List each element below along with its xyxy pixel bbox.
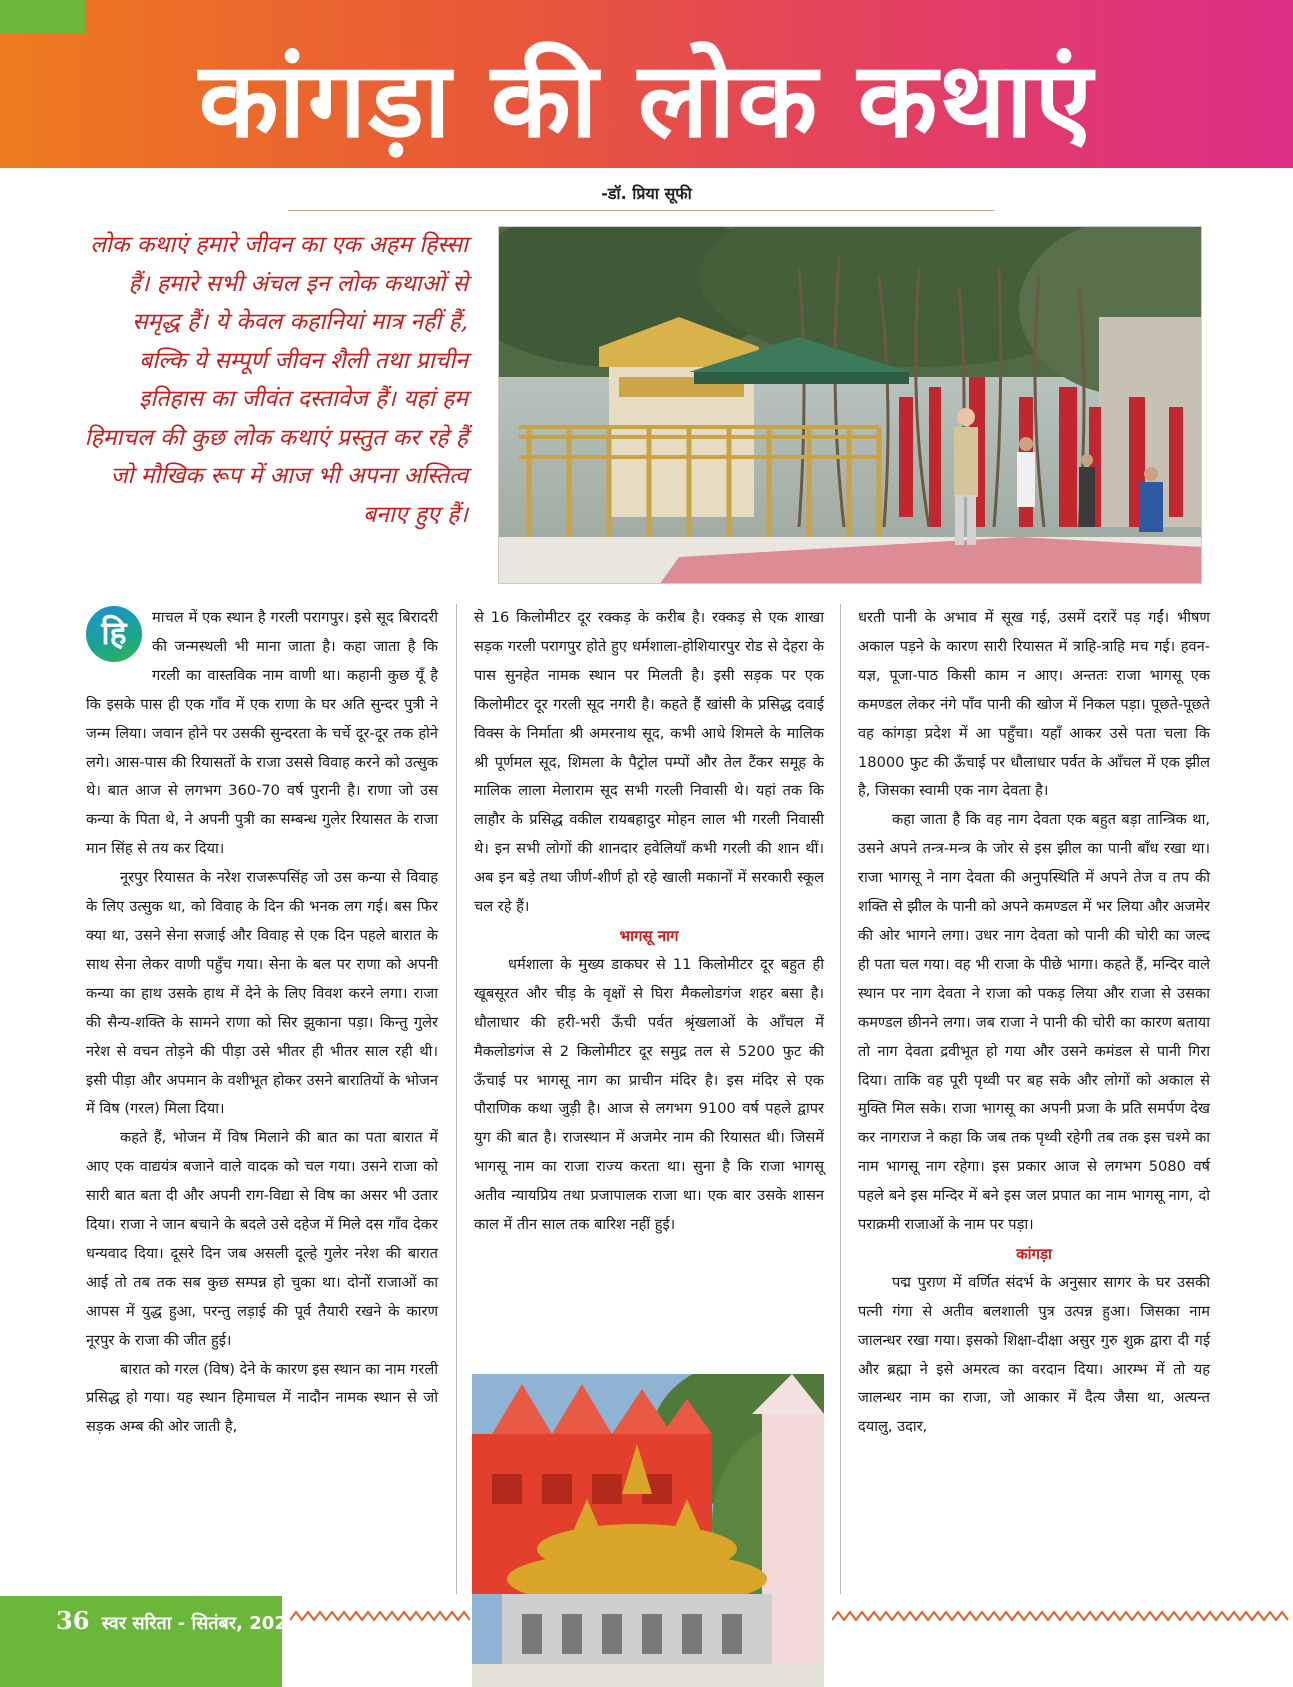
article-column-1 bbox=[86, 604, 438, 1442]
corner-tab bbox=[0, 0, 86, 34]
page-title: कांगड़ा की लोक कथाएं bbox=[198, 39, 1095, 161]
decorative-border bbox=[290, 1608, 470, 1624]
temple-photo bbox=[498, 226, 1202, 584]
article-column-2 bbox=[474, 604, 824, 1240]
footer-text bbox=[56, 1606, 299, 1635]
drop-cap: हि bbox=[86, 606, 142, 662]
temple-photo-illustration bbox=[499, 227, 1202, 584]
column-divider bbox=[456, 604, 457, 1594]
section-heading: कांगड़ा bbox=[1016, 1244, 1052, 1263]
paragraph: पद्म पुराण में वर्णित संदर्भ के अनुसार सागर के घर उसकी पत्नी गंगा से अतीव बलशाली पुत्र उत्पन्न हुआ। जिसका नाम जालन्धर रखा गया। इसको शिक्षा-दीक्षा असुर गुरु शुक्र द्वारा दी गई और ब्रह्मा ने इसे अमरत्व का वरदान दिया। आरम्भ में तो यह जालन्धर नाम का राजा, जो आकार में दैत्य जैसा था, अत्यन्त दयालु, उदार, bbox=[858, 1273, 1210, 1436]
page-footer bbox=[0, 1596, 1293, 1687]
title-banner bbox=[0, 0, 1293, 168]
article-column-3 bbox=[858, 604, 1210, 1442]
decorative-border bbox=[832, 1608, 1292, 1624]
page-number: 36 bbox=[56, 1606, 90, 1635]
paragraph: धरती पानी के अभाव में सूख गई, उसमें दरारें पड़ गईं। भीषण अकाल पड़ने के कारण सारी रियासत में त्राहि-त्राहि मच गई। हवन-यज्ञ, पूजा-पाठ किसी काम न आए। अन्ततः राजा भागसू एक कमण्डल लेकर नंगे पाँव पानी की खोज में निकल पड़ा। पूछते-पूछते वह कांगड़ा प्रदेश में आ पहुँचा। यहाँ आकर उसे पता चला कि 18000 फुट की ऊँचाई पर धौलाधार पर्वत के आँचल में एक झील है, जिसका स्वामी एक नाग देवता है। bbox=[858, 609, 1210, 800]
paragraph: नूरपुर रियासत के नरेश राजरूपसिंह जो उस कन्या से विवाह के लिए उत्सुक था, को विवाह के दिन की भनक लग गई। बस फिर क्या था, उसने सेना सजाई और विवाह से एक दिन पहले बारात के साथ सेना लेकर वाणी पहुँच गया। सेना के बल पर राणा को अपनी कन्या का हाथ उसके हाथ में देने के लिए विवश करने लगा। राजा की सैन्य-शक्ति के सामने राणा को सिर झुकाना पड़ा। किन्तु गुलेर नरेश से वचन तोड़ने की पीड़ा उसे भीतर ही भीतर साल रही थी। इसी पीड़ा और अपमान के वशीभूत होकर उसने बारातियों के भोजन में विष (गरल) मिला दिया। bbox=[86, 869, 438, 1118]
column-divider bbox=[840, 604, 841, 1594]
paragraph: बारात को गरल (विष) देने के कारण इस स्थान का नाम गरली प्रसिद्ध हो गया। यह स्थान हिमाचल में नादौन नामक स्थान से जो सड़क अम्ब की ओर जाती है, bbox=[86, 1360, 438, 1436]
paragraph: धर्मशाला के मुख्य डाकघर से 11 किलोमीटर दूर बहुत ही खूबसूरत और चीड़ के वृक्षों से घिरा मैकलोडगंज शहर बसा है। धौलाधार की हरी-भरी ऊँची पर्वत श्रृंखलाओं के आँचल में मैकलोडगंज से 2 किलोमीटर दूर समुद्र तल से 5200 फुट की ऊँचाई पर भागसू नाग का प्राचीन मंदिर है। इस मंदिर से एक पौराणिक कथा जुड़ी है। आज से लगभग 9100 वर्ष पहले द्वापर युग की बात है। राजस्थान में अजमेर नाम की रियासत थी। जिसमें भागसू नाम का राजा राज्य करता था। सुना है कि राजा भागसू अतीव न्यायप्रिय तथा प्रजापालक राजा था। एक बार उसके शासन काल में तीन साल तक बारिश नहीं हुई। bbox=[474, 955, 824, 1234]
paragraph: कहा जाता है कि वह नाग देवता एक बहुत बड़ा तान्त्रिक था, उसने अपने तन्त्र-मन्त्र के जोर से इस झील का पानी बाँध रखा था। राजा भागसू ने नाग देवता की अनुपस्थिति में अपने तेज व तप की शक्ति से झील के पानी को अपने कमण्डल में भर लिया और अजमेर की ओर भागने लगा। उधर नाग देवता को पानी की चोरी का जल्द ही पता चल गया। वह भी राजा के पीछे भागा। कहते हैं, मन्दिर वाले स्थान पर नाग देवता ने राजा को पकड़ लिया और राजा से उसका कमण्डल छीनने लगा। जब राजा ने पानी की चोरी का कारण बताया तो नाग देवता द्रवीभूत हो गया और उसने कमंडल से पानी गिरा दिया। ताकि वह पूरी पृथ्वी पर बह सके और लोगों को अकाल से मुक्ति मिल सके। राजा भागसू का अपनी प्रजा के प्रति समर्पण देख कर नागराज ने कहा कि जब तक पृथ्वी रहेगी तब तक इस चश्मे का नाम भागसू नाग रहेगा। इस प्रकार आज से लगभग 5080 वर्ष पहले बने इस मन्दिर में बने इस जल प्रपात का नाम भागसू नाग, दो पराक्रमी राजाओं के नाम पर पड़ा। bbox=[858, 811, 1210, 1234]
paragraph-text: माचल में एक स्थान है गरली परागपुर। इसे सूद बिरादरी की जन्मस्थली भी माना जाता है। कहा जाता है कि गरली का वास्तविक नाम वाणी था। कहानी कुछ यूँ है कि इसके पास ही एक गाँव में एक राणा के घर अति सुन्दर पुत्री ने जन्म लिया। जवान होने पर उसकी सुन्दरता के चर्चे दूर-दूर तक होने लगे। आस-पास की रियासतों के राजा उससे विवाह करने को उत्सुक थे। बात आज से लगभग 360-70 वर्ष पुरानी है। राणा जो उस कन्या के पिता थे, ने अपनी पुत्री का सम्बन्ध गुलेर रियासत के राजा मान सिंह से तय कर दिया। bbox=[86, 609, 438, 858]
paragraph: कहते हैं, भोजन में विष मिलाने की बात का पता बारात में आए एक वाद्ययंत्र बजाने वाले वादक को चल गया। उसने राजा को सारी बात बता दी और अपनी राग-विद्या से विष का असर भी उतार दिया। राजा ने जान बचाने के बदले उसे दहेज में मिले दस गाँव देकर धन्यवाद दिया। दूसरे दिन जब असली दूल्हे गुलेर नरेश की बारात आई तो तब तक सब कुछ सम्पन्न हो चुका था। दोनों राजाओं का आपस में युद्ध हुआ, परन्तु लड़ाई की पूर्व तैयारी रखने के कारण नूरपुर के राजा की जीत हुई। bbox=[86, 1129, 438, 1349]
author-byline: -डॉ. प्रिया सूफी bbox=[601, 184, 692, 203]
paragraph bbox=[86, 604, 438, 864]
intro-paragraph: लोक कथाएं हमारे जीवन का एक अहम हिस्सा हैं। हमारे सभी अंचल इन लोक कथाओं से समृद्ध हैं। ये केवल कहानियां मात्र नहीं हैं, बल्कि ये सम्पूर्ण जीवन शैली तथा प्राचीन इतिहास का जीवंत दस्तावेज हैं। यहां हम हिमाचल की कुछ लोक कथाएं प्रस्तुत कर रहे हैं जो मौखिक रूप में आज भी अपना अस्तित्व बनाए हुए हैं। bbox=[84, 232, 468, 528]
divider bbox=[288, 210, 994, 211]
section-heading: भागसू नाग bbox=[619, 926, 679, 945]
paragraph: से 16 किलोमीटर दूर रक्कड़ के करीब है। रक्कड़ से एक शाखा सड़क गरली परागपुर होते हुए धर्मशाला-होशियारपुर रोड से देहरा के पास सुनहेत नामक स्थान पर मिलती है। इसी सड़क पर एक किलोमीटर दूर गरली सूद नगरी है। कहते हैं खांसी के प्रसिद्ध दवाई विक्स के निर्माता श्री अमरनाथ सूद, कभी आधे शिमले के मालिक श्री पूर्णमल सूद, शिमला के पैट्रोल पम्पों और तेल टैंकर समूह के मालिक लाला मेलाराम सूद सभी गरली निवासी थे। यहां तक कि लाहौर के प्रसिद्ध वकील रायबहादुर मोहन लाल भी गरली निवासी थे। इन सभी लोगों की शानदार हवेलियाँ कभी गरली की शान थीं। अब इन बड़े तथा जीर्ण-शीर्ण हो रहे खाली मकानों में सरकारी स्कूल चल रहे हैं। bbox=[474, 609, 824, 916]
magazine-issue: स्वर सरिता - सितंबर, 2024 bbox=[101, 1613, 300, 1634]
